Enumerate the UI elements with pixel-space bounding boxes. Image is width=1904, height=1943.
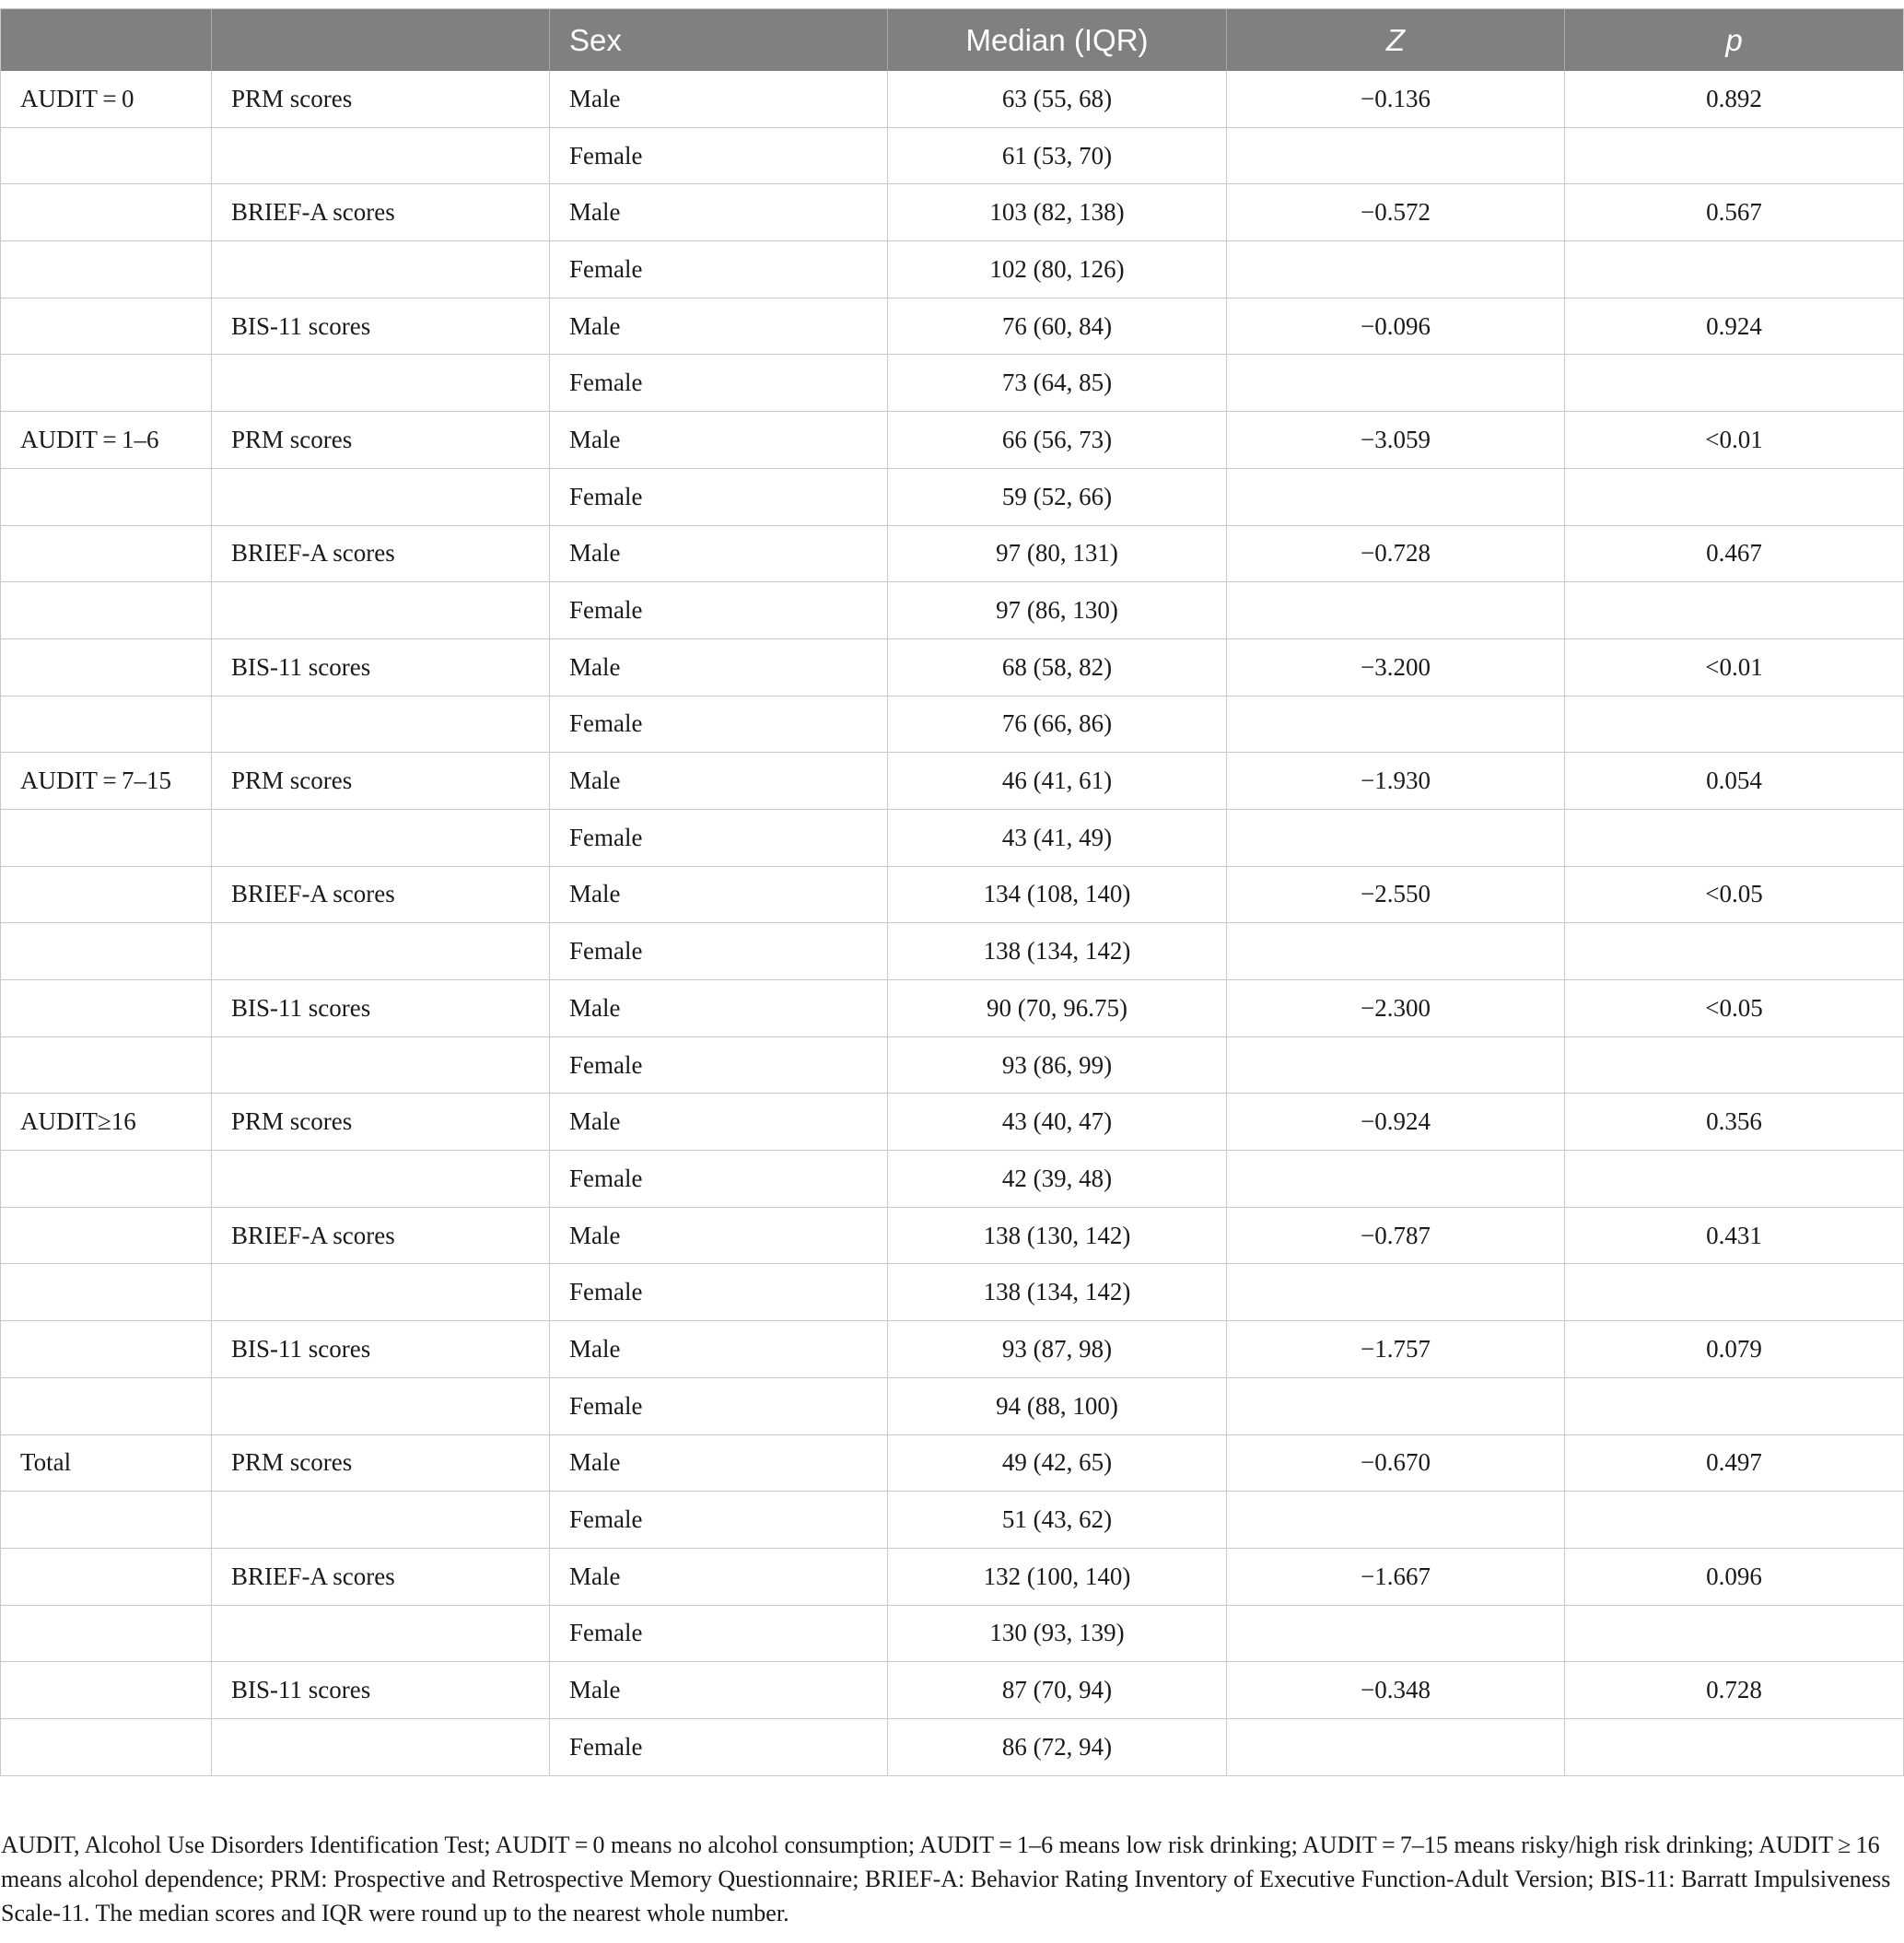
cell-p xyxy=(1565,241,1904,298)
table-row xyxy=(0,1208,1904,1265)
cell-measure xyxy=(212,582,550,639)
table-row xyxy=(0,1037,1904,1094)
table-row xyxy=(0,696,1904,754)
cell-measure: BRIEF-A scores xyxy=(212,526,550,583)
cell-p xyxy=(1565,1492,1904,1549)
cell-median: 90 (70, 96.75) xyxy=(888,980,1227,1037)
cell-p xyxy=(1565,582,1904,639)
cell-median: 76 (60, 84) xyxy=(888,298,1227,356)
cell-z: −1.930 xyxy=(1227,753,1565,810)
cell-measure xyxy=(212,1492,550,1549)
table-row xyxy=(0,753,1904,810)
cell-z xyxy=(1227,696,1565,754)
cell-z: −0.670 xyxy=(1227,1435,1565,1492)
table-row xyxy=(0,1094,1904,1151)
cell-group xyxy=(0,241,212,298)
cell-z xyxy=(1227,355,1565,412)
cell-sex: Female xyxy=(550,355,888,412)
cell-p: 0.924 xyxy=(1565,298,1904,356)
cell-sex: Male xyxy=(550,1435,888,1492)
cell-sex: Female xyxy=(550,469,888,526)
table-row xyxy=(0,1321,1904,1378)
cell-measure: PRM scores xyxy=(212,753,550,810)
cell-p: 0.356 xyxy=(1565,1094,1904,1151)
cell-sex: Female xyxy=(550,1606,888,1663)
cell-measure xyxy=(212,1037,550,1094)
cell-group: AUDIT = 0 xyxy=(0,71,212,128)
table-row xyxy=(0,867,1904,924)
cell-sex: Male xyxy=(550,1549,888,1606)
cell-median: 51 (43, 62) xyxy=(888,1492,1227,1549)
cell-z xyxy=(1227,810,1565,867)
cell-group xyxy=(0,1606,212,1663)
cell-group xyxy=(0,582,212,639)
cell-z: −0.728 xyxy=(1227,526,1565,583)
cell-median: 42 (39, 48) xyxy=(888,1151,1227,1208)
cell-measure xyxy=(212,1264,550,1321)
cell-z: −3.200 xyxy=(1227,639,1565,696)
cell-p xyxy=(1565,1037,1904,1094)
cell-group xyxy=(0,469,212,526)
cell-group xyxy=(0,639,212,696)
cell-median: 49 (42, 65) xyxy=(888,1435,1227,1492)
table-row xyxy=(0,298,1904,356)
cell-median: 94 (88, 100) xyxy=(888,1378,1227,1435)
cell-measure xyxy=(212,810,550,867)
cell-z: −0.572 xyxy=(1227,184,1565,241)
cell-z xyxy=(1227,1151,1565,1208)
cell-z xyxy=(1227,1492,1565,1549)
cell-group xyxy=(0,1662,212,1719)
cell-p: 0.054 xyxy=(1565,753,1904,810)
cell-sex: Female xyxy=(550,582,888,639)
cell-sex: Male xyxy=(550,639,888,696)
cell-z: −2.300 xyxy=(1227,980,1565,1037)
cell-group xyxy=(0,1719,212,1776)
cell-median: 68 (58, 82) xyxy=(888,639,1227,696)
table-row xyxy=(0,1151,1904,1208)
cell-sex: Male xyxy=(550,184,888,241)
cell-group: Total xyxy=(0,1435,212,1492)
cell-measure xyxy=(212,1606,550,1663)
cell-sex: Female xyxy=(550,923,888,980)
cell-measure: BIS-11 scores xyxy=(212,1662,550,1719)
cell-p: 0.431 xyxy=(1565,1208,1904,1265)
cell-z xyxy=(1227,582,1565,639)
table-row xyxy=(0,1549,1904,1606)
cell-z xyxy=(1227,128,1565,185)
table-row xyxy=(0,1435,1904,1492)
cell-sex: Male xyxy=(550,1662,888,1719)
cell-sex: Male xyxy=(550,412,888,469)
cell-z xyxy=(1227,469,1565,526)
cell-z: −3.059 xyxy=(1227,412,1565,469)
cell-measure xyxy=(212,1719,550,1776)
cell-group: AUDIT = 7–15 xyxy=(0,753,212,810)
cell-measure: BRIEF-A scores xyxy=(212,184,550,241)
cell-median: 138 (134, 142) xyxy=(888,1264,1227,1321)
table-row xyxy=(0,71,1904,128)
cell-p xyxy=(1565,1264,1904,1321)
cell-z: −1.667 xyxy=(1227,1549,1565,1606)
cell-group xyxy=(0,1208,212,1265)
table-row xyxy=(0,412,1904,469)
cell-group xyxy=(0,1321,212,1378)
cell-group: AUDIT = 1–6 xyxy=(0,412,212,469)
cell-median: 93 (87, 98) xyxy=(888,1321,1227,1378)
cell-p: 0.567 xyxy=(1565,184,1904,241)
cell-p xyxy=(1565,1151,1904,1208)
cell-p: 0.467 xyxy=(1565,526,1904,583)
cell-z: −0.136 xyxy=(1227,71,1565,128)
cell-measure xyxy=(212,1378,550,1435)
cell-median: 86 (72, 94) xyxy=(888,1719,1227,1776)
cell-group xyxy=(0,696,212,754)
cell-median: 61 (53, 70) xyxy=(888,128,1227,185)
cell-sex: Male xyxy=(550,71,888,128)
cell-measure xyxy=(212,1151,550,1208)
cell-group xyxy=(0,1264,212,1321)
table-row xyxy=(0,1492,1904,1549)
cell-measure: PRM scores xyxy=(212,1435,550,1492)
cell-sex: Male xyxy=(550,298,888,356)
table-row xyxy=(0,355,1904,412)
cell-z xyxy=(1227,923,1565,980)
cell-z xyxy=(1227,1719,1565,1776)
cell-sex: Female xyxy=(550,128,888,185)
cell-median: 87 (70, 94) xyxy=(888,1662,1227,1719)
cell-measure: BIS-11 scores xyxy=(212,298,550,356)
header-cell-measure xyxy=(212,8,550,71)
cell-p: 0.079 xyxy=(1565,1321,1904,1378)
cell-z: −0.787 xyxy=(1227,1208,1565,1265)
cell-sex: Female xyxy=(550,1492,888,1549)
cell-measure xyxy=(212,355,550,412)
cell-p: 0.728 xyxy=(1565,1662,1904,1719)
table-row xyxy=(0,639,1904,696)
cell-p xyxy=(1565,1606,1904,1663)
cell-median: 97 (80, 131) xyxy=(888,526,1227,583)
cell-group xyxy=(0,980,212,1037)
cell-z xyxy=(1227,1606,1565,1663)
header-cell-group xyxy=(0,8,212,71)
table-row xyxy=(0,469,1904,526)
table-body xyxy=(0,71,1904,1776)
cell-group xyxy=(0,1378,212,1435)
cell-measure xyxy=(212,469,550,526)
header-cell-sex: Sex xyxy=(550,8,888,71)
cell-measure: PRM scores xyxy=(212,412,550,469)
cell-median: 43 (40, 47) xyxy=(888,1094,1227,1151)
table-row xyxy=(0,128,1904,185)
cell-p: <0.05 xyxy=(1565,867,1904,924)
cell-group xyxy=(0,1151,212,1208)
cell-p xyxy=(1565,923,1904,980)
cell-group xyxy=(0,128,212,185)
table-row xyxy=(0,1378,1904,1435)
header-cell-z: Z xyxy=(1227,8,1565,71)
cell-z xyxy=(1227,1378,1565,1435)
cell-p xyxy=(1565,355,1904,412)
cell-p: <0.05 xyxy=(1565,980,1904,1037)
cell-p: 0.497 xyxy=(1565,1435,1904,1492)
table-row xyxy=(0,810,1904,867)
cell-median: 132 (100, 140) xyxy=(888,1549,1227,1606)
cell-group xyxy=(0,1549,212,1606)
cell-group xyxy=(0,867,212,924)
cell-p: 0.892 xyxy=(1565,71,1904,128)
cell-p: <0.01 xyxy=(1565,639,1904,696)
cell-z xyxy=(1227,241,1565,298)
cell-group xyxy=(0,1037,212,1094)
cell-sex: Male xyxy=(550,753,888,810)
cell-group xyxy=(0,355,212,412)
cell-p xyxy=(1565,469,1904,526)
cell-group xyxy=(0,923,212,980)
cell-median: 102 (80, 126) xyxy=(888,241,1227,298)
cell-p xyxy=(1565,810,1904,867)
cell-median: 46 (41, 61) xyxy=(888,753,1227,810)
cell-z: −0.096 xyxy=(1227,298,1565,356)
table-row xyxy=(0,980,1904,1037)
cell-p: <0.01 xyxy=(1565,412,1904,469)
cell-measure xyxy=(212,923,550,980)
cell-z: −2.550 xyxy=(1227,867,1565,924)
table-row xyxy=(0,1719,1904,1776)
cell-median: 59 (52, 66) xyxy=(888,469,1227,526)
cell-p: 0.096 xyxy=(1565,1549,1904,1606)
cell-group xyxy=(0,184,212,241)
cell-sex: Female xyxy=(550,241,888,298)
cell-median: 66 (56, 73) xyxy=(888,412,1227,469)
cell-sex: Female xyxy=(550,1151,888,1208)
cell-median: 73 (64, 85) xyxy=(888,355,1227,412)
header-cell-median: Median (IQR) xyxy=(888,8,1227,71)
cell-sex: Male xyxy=(550,980,888,1037)
cell-sex: Male xyxy=(550,1208,888,1265)
cell-measure: BIS-11 scores xyxy=(212,639,550,696)
table-row xyxy=(0,184,1904,241)
cell-group xyxy=(0,298,212,356)
table-row xyxy=(0,526,1904,583)
cell-measure: BRIEF-A scores xyxy=(212,1208,550,1265)
cell-median: 43 (41, 49) xyxy=(888,810,1227,867)
cell-z xyxy=(1227,1264,1565,1321)
table-header-row xyxy=(0,8,1904,71)
cell-measure xyxy=(212,241,550,298)
cell-measure: PRM scores xyxy=(212,1094,550,1151)
table-row xyxy=(0,1264,1904,1321)
cell-z: −0.924 xyxy=(1227,1094,1565,1151)
cell-measure xyxy=(212,128,550,185)
table-footnote: AUDIT, Alcohol Use Disorders Identification Test; AUDIT = 0 means no alcohol consumption; AUDIT = 1–6 means low risk drinking; AUDIT = 7–15 means risky/high risk drinking; AUDIT ≥ 16 means alcohol dependence; PRM: Prospective and Retrospective Memory Questionnaire; BRIEF-A: Behavior Rating Inventory of Executive Function-Adult Version; BIS-11: Barratt Impulsiveness Scale-11. The median scores and IQR were round up to the nearest whole number. xyxy=(1,1832,1891,1926)
cell-median: 130 (93, 139) xyxy=(888,1606,1227,1663)
cell-sex: Female xyxy=(550,696,888,754)
cell-group xyxy=(0,810,212,867)
cell-median: 138 (130, 142) xyxy=(888,1208,1227,1265)
cell-measure xyxy=(212,696,550,754)
cell-p xyxy=(1565,696,1904,754)
cell-measure: BRIEF-A scores xyxy=(212,1549,550,1606)
cell-z: −1.757 xyxy=(1227,1321,1565,1378)
results-table xyxy=(0,8,1904,1776)
cell-sex: Male xyxy=(550,1094,888,1151)
cell-measure: PRM scores xyxy=(212,71,550,128)
cell-sex: Female xyxy=(550,1264,888,1321)
header-cell-p: p xyxy=(1565,8,1904,71)
cell-sex: Male xyxy=(550,526,888,583)
cell-median: 63 (55, 68) xyxy=(888,71,1227,128)
cell-sex: Female xyxy=(550,1719,888,1776)
cell-sex: Female xyxy=(550,810,888,867)
cell-p xyxy=(1565,128,1904,185)
cell-p xyxy=(1565,1378,1904,1435)
table-row xyxy=(0,1606,1904,1663)
cell-median: 93 (86, 99) xyxy=(888,1037,1227,1094)
cell-median: 134 (108, 140) xyxy=(888,867,1227,924)
cell-sex: Male xyxy=(550,1321,888,1378)
cell-group xyxy=(0,526,212,583)
table-row xyxy=(0,241,1904,298)
cell-group: AUDIT≥16 xyxy=(0,1094,212,1151)
cell-z: −0.348 xyxy=(1227,1662,1565,1719)
cell-measure: BIS-11 scores xyxy=(212,1321,550,1378)
table-row xyxy=(0,1662,1904,1719)
cell-group xyxy=(0,1492,212,1549)
cell-sex: Female xyxy=(550,1037,888,1094)
cell-median: 103 (82, 138) xyxy=(888,184,1227,241)
cell-z xyxy=(1227,1037,1565,1094)
cell-sex: Male xyxy=(550,867,888,924)
cell-p xyxy=(1565,1719,1904,1776)
table-row xyxy=(0,923,1904,980)
cell-measure: BRIEF-A scores xyxy=(212,867,550,924)
cell-sex: Female xyxy=(550,1378,888,1435)
cell-median: 76 (66, 86) xyxy=(888,696,1227,754)
cell-median: 97 (86, 130) xyxy=(888,582,1227,639)
cell-median: 138 (134, 142) xyxy=(888,923,1227,980)
cell-measure: BIS-11 scores xyxy=(212,980,550,1037)
table-row xyxy=(0,582,1904,639)
